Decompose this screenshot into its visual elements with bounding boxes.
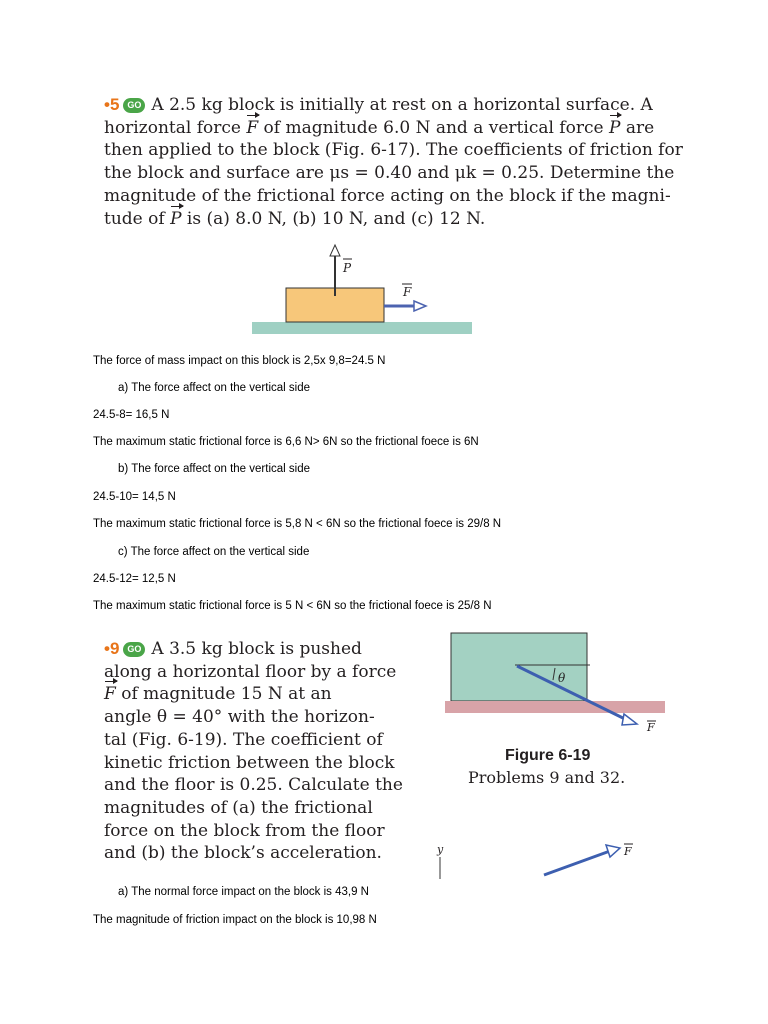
problem-9-text: •9 GO A 3.5 kg block is pushed along a horizontal floor by a force F of magnitude 15 N at an angle θ = 40° with the horizon- tal (Fig. 6-19). The coefficient of kinetic friction between the block and the floor is 0.25. Calculate the magnitudes of (a) the frictional force on the block from the floor and (b) the block’s acceleration. bbox=[104, 639, 403, 864]
floor-surface bbox=[252, 322, 472, 334]
force-f-arrowhead bbox=[606, 845, 620, 857]
label-y: y bbox=[437, 843, 444, 856]
note-line: 24.5-10= 14,5 N bbox=[93, 491, 176, 503]
problem-number: •5 bbox=[104, 95, 120, 114]
go-badge-icon: GO bbox=[123, 642, 145, 657]
figure-6-19 bbox=[445, 628, 670, 738]
floor-surface bbox=[445, 701, 665, 713]
force-f-arrowhead bbox=[414, 301, 426, 311]
label-f: F bbox=[403, 285, 412, 299]
note-line: The maximum static frictional force is 5,8 N < 6N so the frictional foece is 29/8 N bbox=[93, 518, 502, 530]
vector-f: F bbox=[246, 117, 259, 138]
label-f: F bbox=[624, 845, 632, 858]
figure-subtitle: Problems 9 and 32. bbox=[468, 768, 626, 787]
label-theta: θ bbox=[558, 671, 566, 685]
force-f-arrow bbox=[544, 851, 610, 875]
figure-6-17 bbox=[250, 240, 475, 340]
vector-f: F bbox=[104, 684, 116, 705]
note-line: The maximum static frictional force is 6,6 N> 6N so the frictional foece is 6N bbox=[93, 436, 479, 448]
note-line: a) The normal force impact on the block is 43,9 N bbox=[118, 886, 369, 898]
note-line: c) The force affect on the vertical side bbox=[118, 546, 310, 558]
note-line: 24.5-8= 16,5 N bbox=[93, 409, 170, 421]
go-badge-icon: GO bbox=[123, 98, 145, 113]
force-p-arrowhead bbox=[330, 245, 340, 256]
note-line: a) The force affect on the vertical side bbox=[118, 382, 310, 394]
vector-p: P bbox=[608, 117, 621, 138]
vector-p: P bbox=[170, 208, 182, 229]
label-f: F bbox=[647, 721, 655, 734]
problem-number: •9 bbox=[104, 639, 120, 658]
note-line: 24.5-12= 12,5 N bbox=[93, 573, 176, 585]
partial-figure bbox=[430, 835, 660, 880]
note-line: b) The force affect on the vertical side bbox=[118, 463, 310, 475]
force-f-arrowhead bbox=[622, 714, 637, 725]
note-line: The magnitude of friction impact on the block is 10,98 N bbox=[93, 914, 377, 926]
note-line: The maximum static frictional force is 5 N < 6N so the frictional foece is 25/8 N bbox=[93, 600, 492, 612]
note-line: The force of mass impact on this block is 2,5x 9,8=24.5 N bbox=[93, 355, 386, 367]
label-p: P bbox=[343, 261, 352, 275]
problem-5-text: •5 GO A 2.5 kg block is initially at rest on a horizontal surface. A horizontal force F of magnitude 6.0 N and a vertical force P are then applied to the block (Fig. 6-17). The coefficients of friction for the block and surface are μs = 0.40 and μk = 0.25. Determine the magnitude of the frictional force acting on the block if the magni- tude of P is (a) 8.0 N, (b) 10 N, and (c) 12 N. bbox=[104, 95, 683, 229]
figure-title: Figure 6-19 bbox=[505, 747, 591, 764]
